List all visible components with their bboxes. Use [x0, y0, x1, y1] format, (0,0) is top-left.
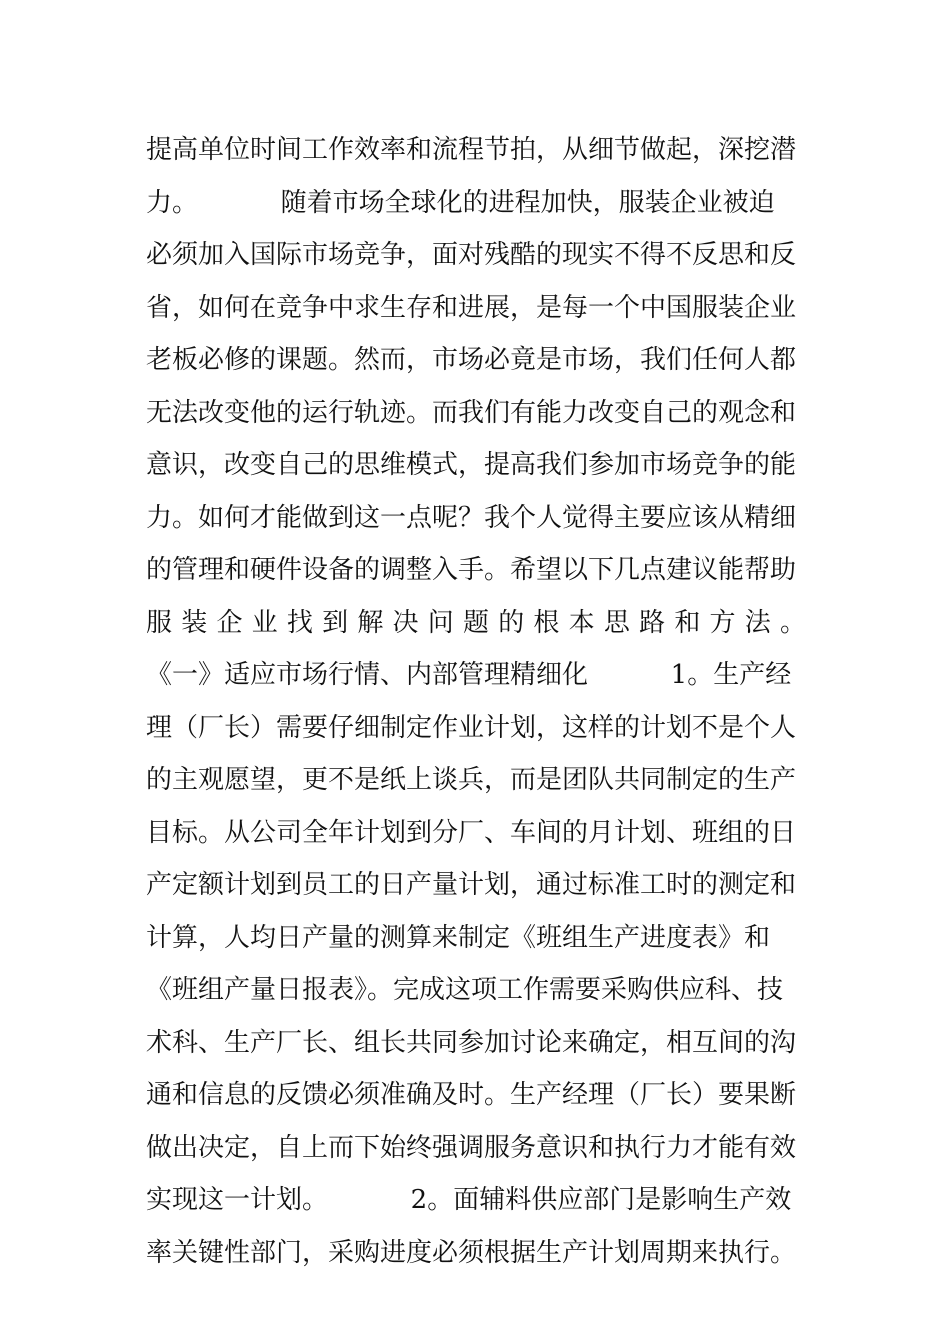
section-heading-line: 《一》适应市场行情、内部管理精细化 1。生产经 [146, 660, 792, 690]
text-line: 理（厂长）需要仔细制定作业计划，这样的计划不是个人 [146, 712, 797, 743]
text-line: 《班组产量日报表》。完成这项工作需要采购供应科、技 [146, 975, 784, 1005]
text-line: 实现这一计划。 2。面辅料供应部门是影响生产效 [146, 1185, 792, 1215]
body-text [146, 127, 806, 1282]
text-line: 省，如何在竞争中求生存和进展，是每一个中国服装企业 [146, 292, 797, 323]
text-line: 目标。从公司全年计划到分厂、车间的月计划、班组的日 [146, 817, 797, 848]
text-line: 通和信息的反馈必须准确及时。生产经理（厂长）要果断 [146, 1080, 797, 1110]
text-line: 力。如何才能做到这一点呢？我个人觉得主要应该从精细 [146, 502, 797, 533]
text-line: 做出决定，自上而下始终强调服务意识和执行力才能有效 [146, 1132, 797, 1163]
text-line: 必须加入国际市场竞争，面对残酷的现实不得不反思和反 [146, 240, 797, 270]
text-line: 服装企业找到解决问题的根本思路和方法。 [146, 607, 806, 638]
text-line: 无法改变他的运行轨迹。而我们有能力改变自己的观念和 [146, 397, 797, 428]
text-line: 提高单位时间工作效率和流程节拍，从细节做起，深挖潜 [146, 135, 797, 165]
text-line: 率关键性部门，采购进度必须根据生产计划周期来执行。 [146, 1237, 797, 1268]
text-line: 术科、生产厂长、组长共同参加讨论来确定，相互间的沟 [146, 1027, 797, 1058]
text-line: 力。 随着市场全球化的进程加快，服装企业被迫 [146, 187, 775, 218]
text-line: 老板必修的课题。然而，市场必竟是市场，我们任何人都 [146, 345, 797, 375]
text-line: 产定额计划到员工的日产量计划，通过标准工时的测定和 [146, 870, 797, 900]
text-line: 的主观愿望，更不是纸上谈兵，而是团队共同制定的生产 [146, 765, 797, 795]
text-line: 计算，人均日产量的测算来制定《班组生产进度表》和 [146, 922, 771, 953]
text-line: 意识，改变自己的思维模式，提高我们参加市场竞争的能 [146, 450, 797, 480]
text-line: 的管理和硬件设备的调整入手。希望以下几点建议能帮助 [146, 555, 797, 585]
